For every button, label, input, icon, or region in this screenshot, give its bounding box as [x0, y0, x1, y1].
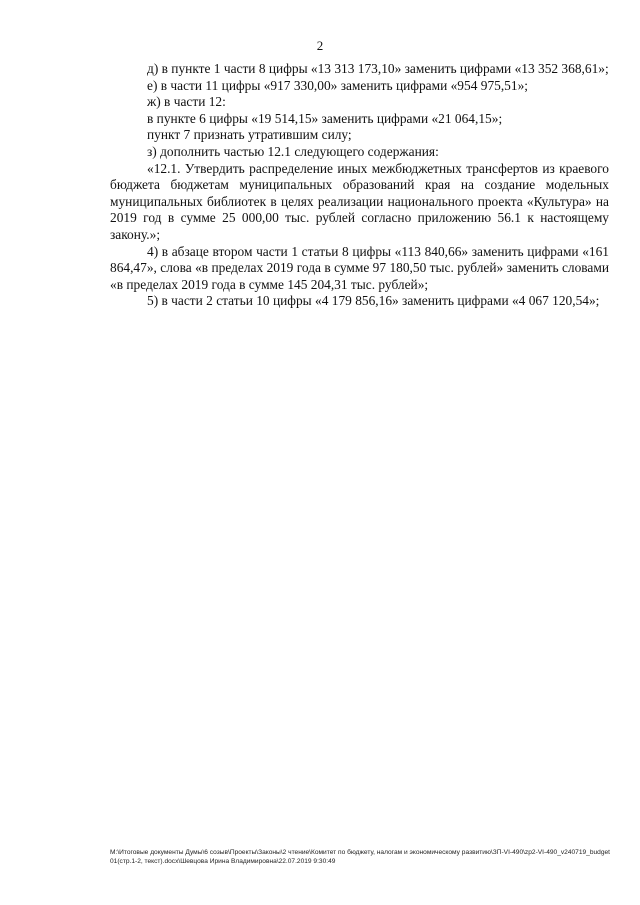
paragraph-part-12-1: «12.1. Утвердить распределение иных межбюджетных трансфертов из краевого бюджета бюджетам муниципальных образований края на создание модельных муниципальных библиотек в целях реализации национального проекта «Культура» на 2019 год в сумме 25 000,00 тыс. рублей согласно приложению 56.1 к настоящему закону.»; — [110, 160, 609, 242]
paragraph-point-7: пункт 7 признать утратившим силу; — [147, 127, 352, 143]
footer-file-path: M:\Итоговые документы Думы\6 созыв\Проекты\Законы\2 чтение\Комитет по бюджету, налогам и экономическому развитию\ЗП-VI-490\zp2-VI-490_v240719_budget01(стр.1-2, текст).docx\Шевцова Ирина Владимировна\22.07.2019 9:30:49 — [110, 849, 610, 865]
paragraph-item-zh: ж) в части 12: — [147, 94, 226, 110]
paragraph-item-d: д) в пункте 1 части 8 цифры «13 313 173,10» заменить цифрами «13 352 368,61»; — [147, 61, 609, 76]
paragraph-item-z: з) дополнить частью 12.1 следующего содержания: — [147, 143, 439, 159]
page-number: 2 — [316, 38, 324, 53]
paragraph-item-5: 5) в части 2 статьи 10 цифры «4 179 856,16» заменить цифрами «4 067 120,54»; — [147, 293, 600, 309]
document-body — [110, 61, 609, 310]
paragraph-point-6: в пункте 6 цифры «19 514,15» заменить цифрами «21 064,15»; — [147, 110, 503, 126]
paragraph-item-e: е) в части 11 цифры «917 330,00» заменить цифрами «954 975,51»; — [147, 77, 528, 93]
paragraph-item-4: 4) в абзаце втором части 1 статьи 8 цифры «113 840,66» заменить цифрами «161 864,47», слова «в пределах 2019 года в сумме 97 180,50 тыс. рублей» заменить словами «в пределах 2019 года в сумме 145 204,31 тыс. рублей»; — [110, 243, 609, 292]
